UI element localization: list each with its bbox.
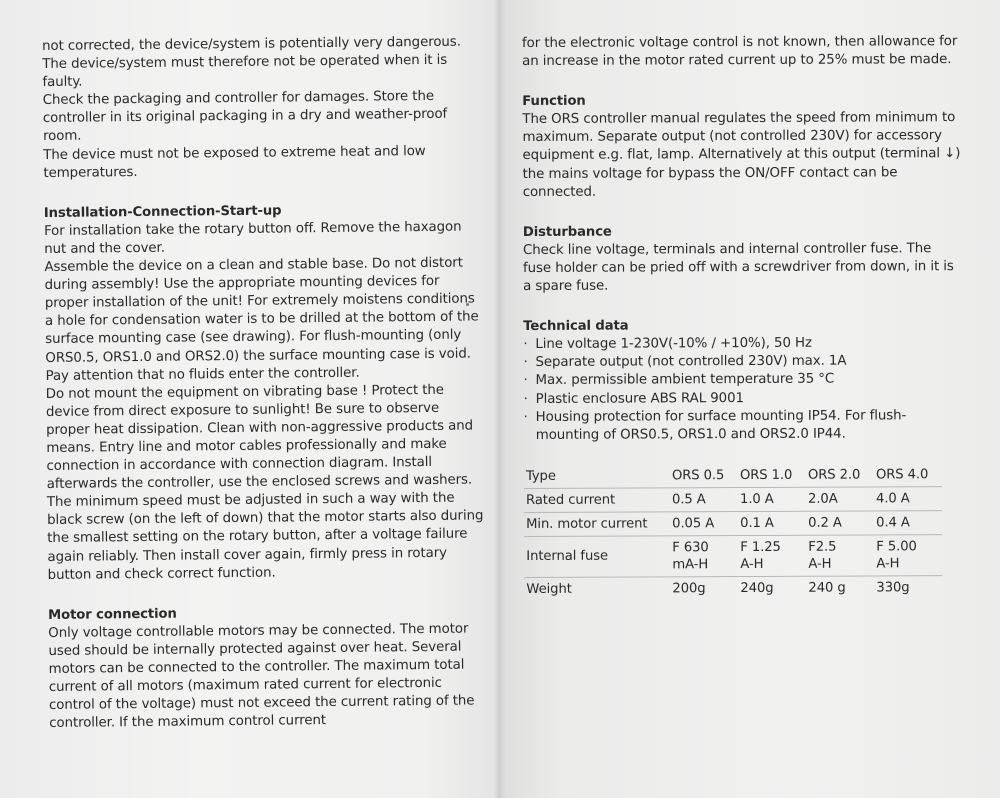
- table-cell-line: F 630: [672, 539, 709, 556]
- technical-data-item: · Plastic enclosure ABS RAL 9001: [524, 389, 964, 409]
- intro-paragraph-2: Check the packaging and controller for damages. Store the controller in its original packaging in a dry and weather-proof room.: [42, 89, 448, 145]
- function-paragraph: The ORS controller manual regulates the speed from minimum to maximum. Separate output (not controlled 230V) for accessory equipment e.g. flat, lamp. Alternatively at this output (terminal ↓) the mains voltage for bypass the ON/OFF contact can be connected.: [522, 110, 961, 200]
- table-cell: 0.5 A: [670, 487, 738, 511]
- table-cell: 330g: [876, 580, 910, 596]
- table-row-label: Min. motor current: [524, 512, 670, 537]
- intro-paragraph-1: not corrected, the device/system is potentially very dangerous. The device/system must therefore not be operated when it is faulty.: [42, 34, 461, 91]
- table-row-label: Rated current: [524, 488, 670, 513]
- technical-data-table: [524, 463, 943, 601]
- function-heading: Function: [522, 93, 586, 110]
- table-cell: 0.1 A: [738, 511, 806, 535]
- table-cell: [738, 535, 806, 576]
- table-cell: 4.0 A: [874, 486, 942, 510]
- table-header-row: [524, 463, 942, 488]
- table-cell: 240g: [740, 580, 774, 596]
- table-cell: ORS 1.0: [738, 464, 806, 488]
- table-cell: 0.05 A: [670, 511, 738, 535]
- table-cell-line: A-H: [876, 556, 900, 572]
- table-cell: [806, 535, 874, 576]
- table-cell: [670, 535, 738, 576]
- technical-data-item: · Housing protection for surface mounting IP54. For flush-mounting of ORS0.5, ORS1.0 and ORS2.0 IP44.: [523, 407, 907, 443]
- table-cell-line: F 5.00: [876, 539, 917, 555]
- bullet-icon: ·: [523, 337, 528, 353]
- installation-paragraph-2: Assemble the device on a clean and stable base. Do not distort during assembly! Use the appropriate mounting devices for proper installation of the unit! For extremely moistens conditions a hole for condensation water is to be drilled at the bottom of the surface mounting case (see drawing). For flush-mounting (only ORS0.5, ORS1.0 and ORS2.0) the surface mounting case is void. Pay attention that no fluids enter the controller.: [44, 255, 479, 384]
- bullet-icon: ·: [523, 355, 528, 371]
- bullet-icon: ·: [523, 373, 528, 389]
- table-cell-line: F2.5: [808, 539, 837, 555]
- table-cell-line: F 1.25: [740, 539, 781, 555]
- table-cell: 2.0A: [806, 487, 874, 511]
- bullet-icon: ·: [523, 409, 528, 425]
- continuation-paragraph: for the electronic voltage control is not known, then allowance for an increase in the motor rated current up to 25% must be made.: [522, 34, 958, 70]
- technical-data-item: · Max. permissible ambient temperature 35 °C: [523, 370, 963, 390]
- table-row: [524, 510, 942, 536]
- table-cell: 0.4 A: [874, 510, 942, 534]
- table-cell-line: A-H: [808, 556, 832, 572]
- table-cell: 0.2 A: [806, 511, 874, 535]
- table-row: [524, 486, 942, 512]
- bullet-icon: ·: [523, 391, 528, 407]
- technical-data-list: [523, 334, 963, 444]
- table-cell: 200g: [672, 580, 706, 597]
- right-column: [522, 33, 964, 601]
- table-cell: ORS 0.5: [670, 464, 738, 488]
- disturbance-heading: Disturbance: [522, 224, 612, 240]
- table-row: [524, 534, 942, 577]
- motor-connection-heading: Motor connection: [47, 606, 177, 623]
- intro-paragraph-3: The device must not be exposed to extreme heat and low temperatures.: [43, 143, 426, 181]
- technical-data-item: · Line voltage 1-230V(-10% / +10%), 50 Hz: [523, 334, 963, 354]
- table-cell-line: mA-H: [672, 556, 709, 573]
- table-row-label: Internal fuse: [524, 536, 670, 578]
- disturbance-paragraph: Check line voltage, terminals and internal controller fuse. The fuse holder can be pried off with a screwdriver from down, in it is a spare fuse.: [522, 241, 954, 295]
- table-row: [524, 575, 942, 600]
- technical-data-heading: Technical data: [523, 318, 629, 335]
- table-cell: 240 g: [808, 580, 846, 596]
- page-fold-shadow: [494, 0, 506, 798]
- table-cell: ORS 4.0: [874, 463, 942, 487]
- table-cell: 1.0 A: [738, 487, 806, 511]
- installation-heading: Installation-Connection-Start-up: [43, 203, 282, 221]
- technical-data-item: · Separate output (not controlled 230V) max. 1A: [523, 352, 963, 372]
- left-column: [42, 33, 489, 733]
- table-row-label: Weight: [526, 581, 572, 597]
- installation-paragraph-1: For installation take the rotary button off. Remove the haxagon nut and the cover.: [43, 219, 462, 257]
- table-cell: ORS 2.0: [806, 463, 874, 487]
- motor-connection-paragraph: Only voltage controllable motors may be connected. The motor used should be internally protected against over heat. Several motors can be connected to the controller. The maximum total current of all motors (maximum rated current for electronic control of the voltage) must not exceed the current rating of the controller. If the maximum control current: [48, 621, 475, 732]
- table-row-label: Type: [524, 464, 670, 488]
- table-cell-line: A-H: [740, 556, 764, 572]
- table-cell: [874, 534, 942, 575]
- installation-paragraph-3: Do not mount the equipment on vibrating base ! Protect the device from direct exposure to sunlight! Be sure to observe proper heat dissipation. Clean with non-aggressive products and means. Entry line and motor cables professionally and make connection in accordance with connection diagram. Install afterwards the controller, use the enclosed screws and washers. The minimum speed must be adjusted in such a way with the black screw (on the left of down) that the motor starts also during the smallest setting on the rotary button, after a voltage failure again reliably. Then install cover again, firmly press in rotary button and check correct function.: [45, 382, 484, 583]
